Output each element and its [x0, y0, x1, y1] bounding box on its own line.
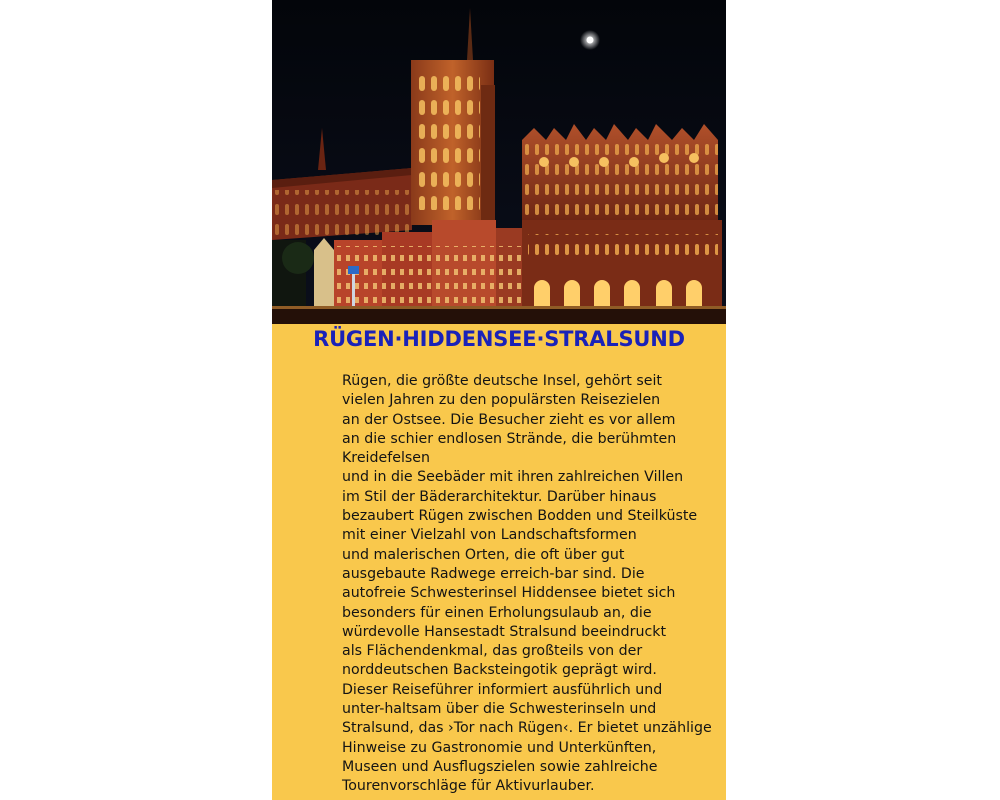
book-title: RÜGEN·HIDDENSEE·STRALSUND	[313, 327, 685, 351]
text-line: würdevolle Hansestadt Stralsund beeindruckt	[342, 623, 667, 640]
text-line: als Flächendenkmal, das großteils von der	[342, 643, 643, 660]
text-line: und malerischen Orten, die oft über gut	[342, 546, 625, 563]
text-line: mit einer Vielzahl von Landschaftsformen	[342, 527, 637, 544]
text-line: Stralsund, das ›Tor nach Rügen‹. Er bietet unzählige	[342, 720, 712, 737]
text-line: Rügen, die größte deutsche Insel, gehört seit	[342, 373, 662, 389]
stralsund-night-photo	[272, 0, 726, 324]
book-cover-page	[272, 0, 726, 800]
text-line: an die schier endlosen Strände, die berühmten	[342, 430, 677, 447]
text-line: bezaubert Rügen zwischen Bodden und Steilküste	[342, 508, 698, 525]
text-line: an der Ostsee. Die Besucher zieht es vor allem	[342, 411, 676, 428]
text-line: Kreidefelsen	[342, 450, 431, 467]
text-line: und in die Seebäder mit ihren zahlreichen Villen	[342, 469, 684, 486]
text-line: im Stil der Bäderarchitektur. Darüber hinaus	[342, 488, 657, 505]
text-line: norddeutschen Backsteingotik geprägt wird.	[342, 662, 657, 679]
text-line: unter-haltsam über die Schwesterinseln und	[342, 701, 657, 718]
text-line: ausgebaute Radwege erreich-bar sind. Die	[342, 565, 645, 582]
text-line: Museen und Ausflugszielen sowie zahlreiche	[342, 758, 658, 775]
description-text	[342, 372, 722, 797]
text-line: Tourenvorschläge für Aktivurlauber.	[342, 778, 595, 795]
text-line: besonders für einen Erholungsulaub an, die	[342, 604, 652, 621]
text-line: vielen Jahren zu den populärsten Reisezielen	[342, 392, 661, 409]
text-line: Dieser Reiseführer informiert ausführlich und	[342, 681, 663, 698]
text-line: autofreie Schwesterinsel Hiddensee bietet sich	[342, 585, 676, 602]
text-line: Hinweise zu Gastronomie und Unterkünften,	[342, 739, 657, 756]
